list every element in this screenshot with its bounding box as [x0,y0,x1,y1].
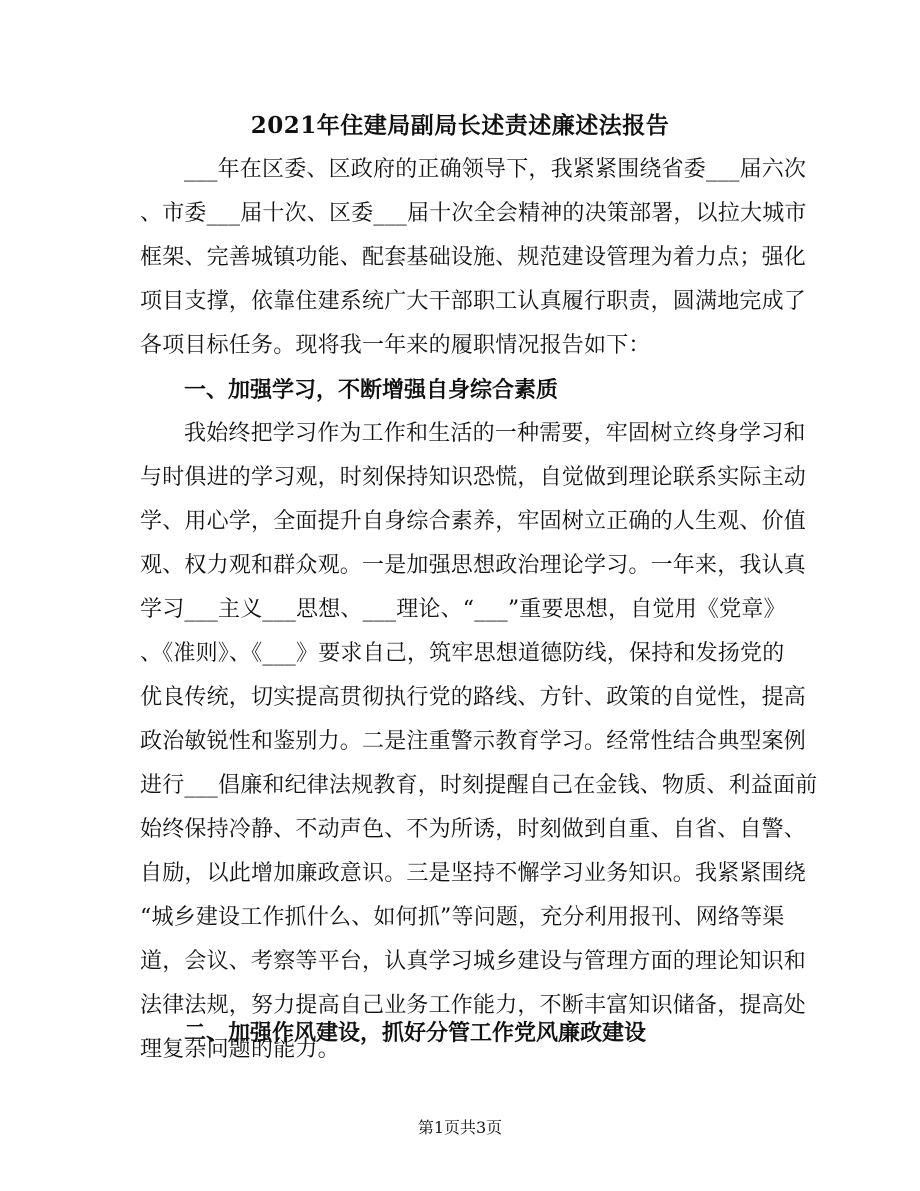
intro-line-5: 各项目标任务。现将我一年来的履职情况报告如下： [140,333,651,358]
intro-line-1: ___年在区委、区政府的正确领导下，我紧紧围绕省委___届六次 [184,157,807,182]
section-1-line-7: 优良传统，切实提高贯彻执行党的路线、方针、政策的自觉性，提高 [140,685,807,710]
section-1-line-11: 自励，以此增加廉政意识。三是坚持不懈学习业务知识。我紧紧围绕 [140,861,807,886]
intro-line-4: 项目支撑，依靠住建系统广大干部职工认真履行职责，圆满地完成了 [140,289,807,314]
section-1-line-13: 道，会议、考察等平台，认真学习城乡建设与管理方面的理论知识和 [140,949,807,974]
section-1-line-6: 、《准则》、《___》要求自己，筑牢思想道德防线，保持和发扬党的 [140,641,785,666]
section-1-line-5: 学习___主义___思想、___理论、“___”重要思想，自觉用《党章》 [140,597,786,622]
section-1-line-3: 学、用心学，全面提升自身综合素养，牢固树立正确的人生观、价值 [140,509,807,534]
section-1-line-14: 法律法规，努力提高自己业务工作能力，不断丰富知识储备，提高处 [140,993,807,1018]
section-1-line-1: 我始终把学习作为工作和生活的一种需要，牢固树立终身学习和 [184,421,806,446]
document-title: 2021年住建局副局长述责述廉述法报告 [250,112,670,139]
section-1-line-15: 理复杂问题的能力。 [140,1037,340,1062]
section-1-heading: 一、加强学习，不断增强自身综合素质 [184,377,559,403]
section-1-line-4: 观、权力观和群众观。一是加强思想政治理论学习。一年来，我认真 [140,553,807,578]
section-1-line-2: 与时俱进的学习观，时刻保持知识恐慌，自觉做到理论联系实际主动 [140,465,807,490]
section-1-line-12: “城乡建设工作抓什么、如何抓”等问题，充分利用报刊、网络等渠 [140,905,785,930]
intro-line-2: 、市委___届十次、区委___届十次全会精神的决策部署，以拉大城市 [140,201,807,226]
intro-line-3: 框架、完善城镇功能、配套基础设施、规范建设管理为着力点；强化 [140,245,807,270]
section-1-line-8: 政治敏锐性和鉴别力。二是注重警示教育学习。经常性结合典型案例 [140,729,807,754]
section-2-heading: 二、加强作风建设，抓好分管工作党风廉政建设 [184,1020,647,1046]
section-1-line-9: 进行___倡廉和纪律法规教育，时刻提醒自己在金钱、物质、利益面前 [140,773,818,798]
section-1-line-10: 始终保持冷静、不动声色、不为所诱，时刻做到自重、自省、自警、 [140,817,807,842]
page-footer: 第1页共3页 [417,1118,503,1137]
